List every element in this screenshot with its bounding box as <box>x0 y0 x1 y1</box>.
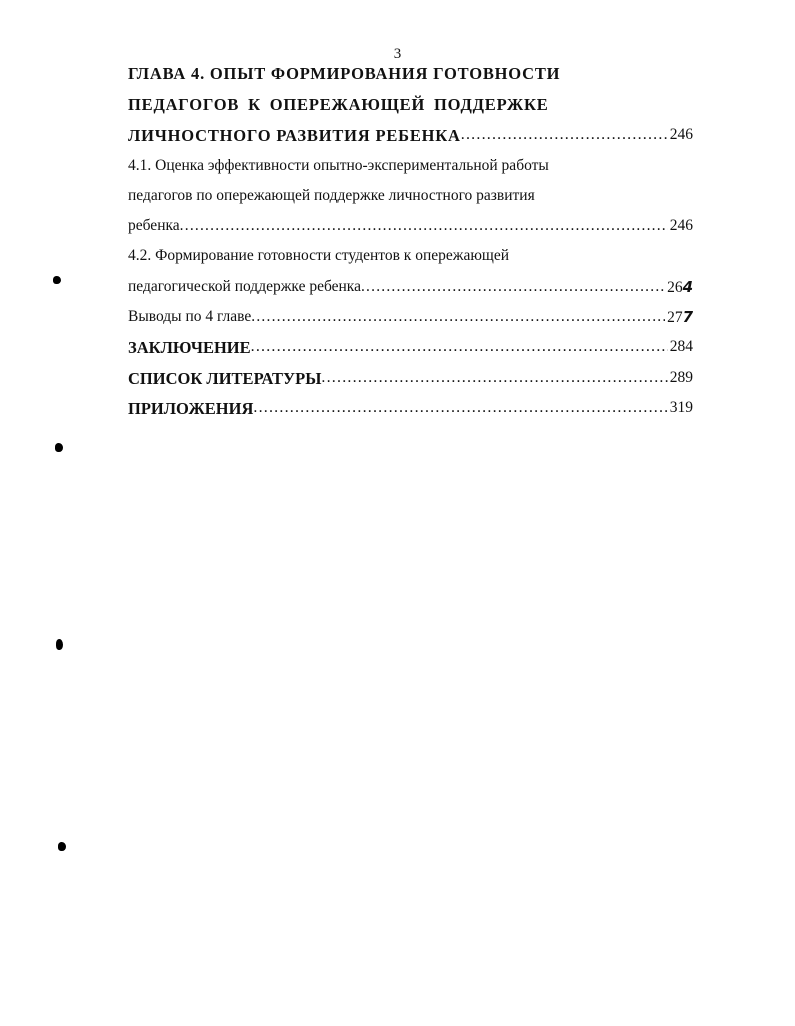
conclusion-entry[interactable] <box>128 338 693 358</box>
section-4-2-entry[interactable] <box>128 278 693 297</box>
dot-leader <box>180 217 668 235</box>
conclusions-entry[interactable] <box>128 308 693 327</box>
dot-leader <box>461 126 668 146</box>
punch-hole-mark <box>55 443 63 452</box>
section-4-2-line-2: педагогической поддержке ребенка <box>128 278 361 295</box>
conclusions-label: Выводы по 4 главе <box>128 308 252 325</box>
section-4-1-line-2: педагогов по опережающей поддержке личностного развития <box>128 187 535 204</box>
appendices-entry[interactable] <box>128 399 693 419</box>
chapter-4-page: 246 <box>669 126 693 143</box>
conclusions-page <box>665 308 693 327</box>
dot-leader <box>251 338 668 358</box>
section-4-1-entry[interactable] <box>128 217 693 235</box>
appendices-page: 319 <box>669 399 693 416</box>
section-4-2-page-handwritten: 4 <box>682 278 693 296</box>
dot-leader <box>251 308 665 327</box>
punch-hole-mark <box>58 842 66 851</box>
appendices-label: ПРИЛОЖЕНИЯ <box>128 399 254 418</box>
dot-leader <box>361 278 665 297</box>
chapter-4-title-line-1: ГЛАВА 4. ОПЫТ ФОРМИРОВАНИЯ ГОТОВНОСТИ <box>128 64 561 83</box>
references-label: СПИСОК ЛИТЕРАТУРЫ <box>128 369 322 388</box>
punch-hole-mark <box>53 276 61 284</box>
section-4-2-page-typed: 26 <box>667 279 683 296</box>
references-entry[interactable] <box>128 369 693 389</box>
page-number: 3 <box>393 46 402 62</box>
chapter-4-title-line-2: ПЕДАГОГОВ К ОПЕРЕЖАЮЩЕЙ ПОДДЕРЖКЕ <box>128 95 549 114</box>
chapter-4-entry[interactable] <box>128 126 693 146</box>
section-4-1-page: 246 <box>669 217 693 234</box>
section-4-1-line-1: 4.1. Оценка эффективности опытно-экспериментальной работы <box>128 157 549 174</box>
conclusion-label: ЗАКЛЮЧЕНИЕ <box>128 338 251 357</box>
dot-leader <box>253 399 667 419</box>
section-4-2-line-1: 4.2. Формирование готовности студентов к опережающей <box>128 247 510 264</box>
section-4-1-line-3: ребенка <box>128 217 180 234</box>
conclusions-page-handwritten: 7 <box>682 308 693 326</box>
references-page: 289 <box>669 369 693 386</box>
section-4-2-page <box>665 278 693 297</box>
dot-leader <box>321 369 667 389</box>
conclusion-page: 284 <box>669 338 693 355</box>
chapter-4-title-line-3: ЛИЧНОСТНОГО РАЗВИТИЯ РЕБЕНКА <box>128 126 461 145</box>
punch-hole-mark <box>56 639 63 650</box>
conclusions-page-typed: 27 <box>667 309 683 326</box>
